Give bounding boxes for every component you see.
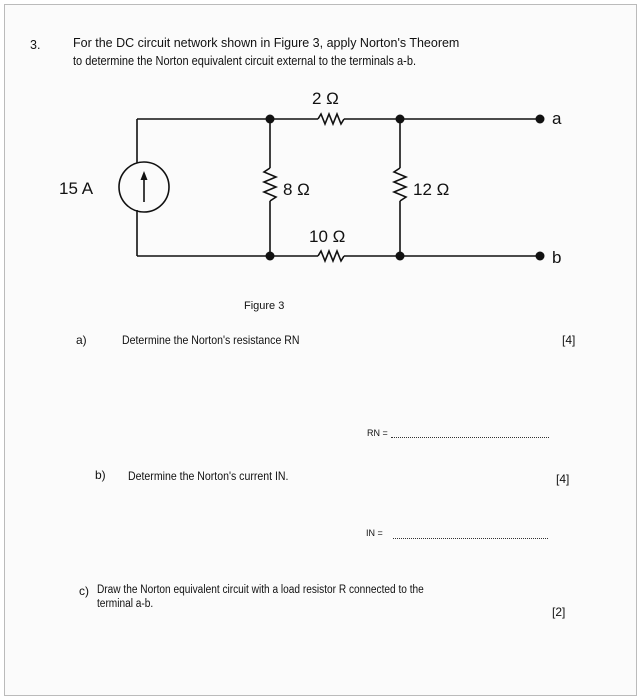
terminal-a-node [536,115,545,124]
node-top-left [266,115,275,124]
part-b-answer-label: IN = [366,528,383,538]
label-2-ohm: 2 Ω [312,89,339,108]
part-c-marks: [2] [552,605,566,619]
part-c-text-line-1: Draw the Norton equivalent circuit with a load resistor R connected to the [97,584,424,596]
part-b-text: Determine the Norton's current IN. [128,469,289,483]
part-b-answer-line[interactable] [393,538,548,539]
terminal-b-node [536,252,545,261]
current-source-arrow-head [141,171,148,180]
part-c-text-line-2: terminal a-b. [97,598,154,610]
label-terminal-b: b [552,248,562,267]
label-12-ohm: 12 Ω [413,180,450,199]
part-a-answer-label: RN = [367,428,388,438]
node-top-right [396,115,405,124]
part-c-letter: c) [79,584,89,598]
label-terminal-a: a [552,109,562,128]
resistor-12-ohm [394,168,406,201]
label-8-ohm: 8 Ω [283,180,310,199]
resistor-2-ohm [318,114,344,124]
part-a-marks: [4] [562,333,576,347]
part-a-answer-line[interactable] [391,437,549,438]
label-15a: 15 A [59,179,94,198]
part-b-marks: [4] [556,472,570,486]
node-bottom-left [266,252,275,261]
node-bottom-right [396,252,405,261]
question-text-line-1: For the DC circuit network shown in Figure 3, apply Norton's Theorem [73,36,460,50]
part-a-letter: a) [76,333,87,347]
part-b-letter: b) [95,468,106,482]
part-a-text: Determine the Norton's resistance RN [122,333,300,347]
label-10-ohm: 10 Ω [309,227,346,246]
figure-caption: Figure 3 [244,300,285,312]
question-text-line-2: to determine the Norton equivalent circuit external to the terminals a-b. [73,54,417,68]
resistor-8-ohm [264,168,276,201]
resistor-10-ohm [318,251,344,261]
question-number: 3. [30,38,41,52]
